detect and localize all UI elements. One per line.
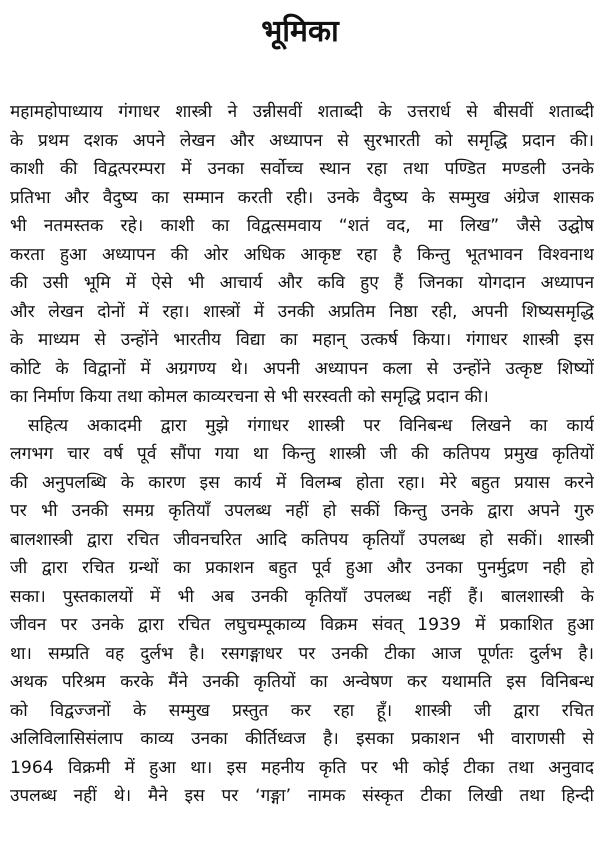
text-line: था। सम्प्रति वह दुर्लभ है। रसगङ्गाधर पर उनकी टीका आज पूर्णतः दुर्लभ है। (10, 643, 594, 664)
text-line: उपलब्ध नहीं थे। मैने इस पर ‘गङ्गा’ नामक संस्कृत टीका लिखी तथा हिन्दी (10, 786, 594, 806)
text-line: अलिविलासिसंलाप काव्य उनका कीर्तिध्वज है। इसका प्रकाशन भी वाराणसी से (10, 729, 594, 749)
page-title: भूमिका (261, 14, 339, 49)
text-line: के माध्यम से उन्होंने भारतीय विद्या का महान् उत्कर्ष किया। गंगाधर शास्त्री इस (10, 330, 594, 350)
text-line: के प्रथम दशक अपने लेखन और अध्यापन से सुरभारती को समृद्धि प्रदान की। (10, 130, 594, 151)
text-line: प्रतिभा और वैदुष्य का सम्मान करती रही। उनके वैदुष्य के सम्मुख अंग्रेज शासक (10, 187, 594, 208)
text-line: लगभग चार वर्ष पूर्व सौंपा गया था किन्तु शास्त्री जी की कतिपय प्रमुख कृतियों (10, 444, 594, 464)
text-line: और लेखन दोनों में रहा। शास्त्रों में उनकी अप्रतिम निष्ठा रही, अपनी शिष्यसमृद्धि (10, 301, 594, 322)
text-line: की उसी भूमि में ऐसे भी आचार्य और कवि हुए हैं जिनका योगदान अध्यापन (10, 273, 594, 293)
text-line: अथक परिश्रम करके मैंने उनकी कृतियों का अन्वेषण कर यथामति इस विनिबन्ध (10, 672, 594, 692)
body-text (10, 98, 594, 811)
text-line: बालशास्त्री द्वारा रचित जीवनचरित आदि कतिपय कृतियाँ उपलब्ध हो सकीं। शास्त्री (10, 529, 594, 550)
text-line: जी द्वारा रचित ग्रन्थों का प्रकाशन बहुत पूर्व हुआ और उनका पुनर्मुद्रण नही हो (10, 558, 594, 578)
text-line: की अनुपलब्धि के कारण इस कार्य में विलम्ब होता रहा। मेरे बहुत प्रयास करने (10, 472, 594, 493)
text-line: सहित्य अकादमी द्वारा मुझे गंगाधर शास्त्री पर विनिबन्ध लिखने का कार्य (28, 415, 594, 436)
text-line: 1964 विक्रमी में हुआ था। इस महनीय कृति पर भी कोई टीका तथा अनुवाद (10, 757, 594, 778)
text-line: भी नतमस्तक रहे। काशी का विद्वत्समवाय “शतं वद, मा लिख” जैसे उद्घोष (10, 216, 594, 236)
text-line: काशी की विद्वत्परम्परा में उनका सर्वोच्च स्थान रहा तथा पण्डित मण्डली उनके (10, 159, 594, 179)
text-line: महामहोपाध्याय गंगाधर शास्त्री ने उन्नीसवीं शताब्दी के उत्तरार्ध से बीसवीं शताब्दी (10, 102, 594, 122)
text-line: पर भी उनकी समग्र कृतियाँ उपलब्ध नहीं हो सकीं किन्तु उनके द्वारा अपने गुरु (10, 501, 594, 521)
text-line: सका। पुस्तकालयों में भी अब उनकी कृतियाँ उपलब्ध नहीं हैं। बालशास्त्री के (10, 586, 594, 607)
text-line: कोटि के विद्वानों में अग्रगण्य थे। अपनी अध्यापन कला से उन्होंने उत्कृष्ट शिष्यों (10, 358, 594, 379)
text-line: जीवन पर उनके द्वारा रचित लघुचम्पूकाव्य विक्रम संवत् 1939 में प्रकाशित हुआ (10, 615, 594, 635)
text-line: करता हुआ अध्यापन की ओर अधिक आकृष्ट रहा है किन्तु भूतभावन विश्वनाथ (10, 244, 594, 265)
text-line: को विद्वज्जनों के सम्मुख प्रस्तुत कर रहा हूँ। शास्त्री जी द्वारा रचित (10, 700, 594, 721)
text-line: का निर्माण किया तथा कोमल काव्यरचना से भी सरस्वती को समृद्धि प्रदान की। (10, 387, 489, 407)
